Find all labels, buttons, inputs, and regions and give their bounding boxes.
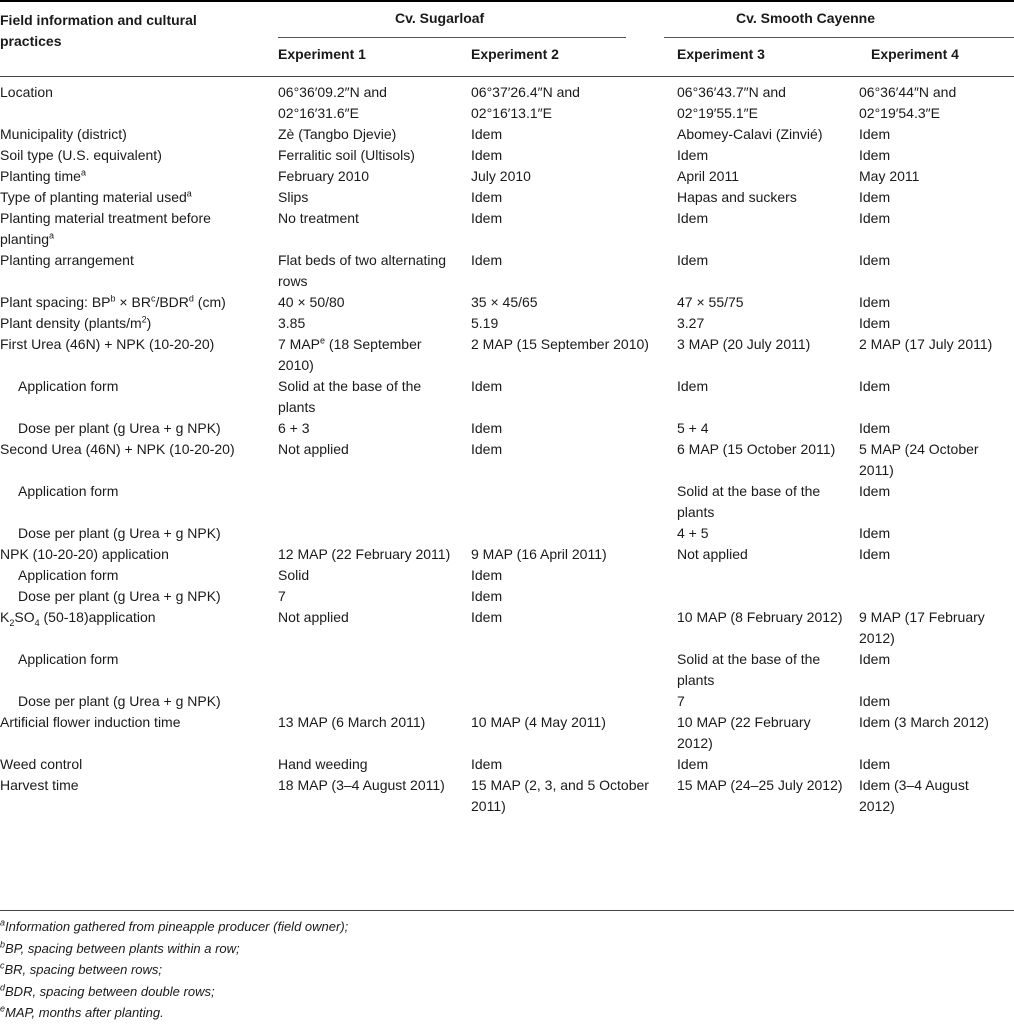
cell-experiment-2: Idem — [471, 441, 503, 457]
cell-experiment-1: Solid — [278, 567, 310, 583]
footnote: $^b$BP, spacing between plants within a row; — [0, 939, 240, 956]
row-label: Application form — [18, 483, 119, 499]
table-row — [0, 586, 1014, 607]
cell-experiment-2: Idem — [471, 147, 503, 163]
table-row — [0, 544, 1014, 565]
cell-experiment-1: 12 MAP (22 February 2011) — [278, 546, 451, 562]
cell-experiment-4: Idem — [859, 252, 891, 268]
cell-experiment-4: Idem — [859, 420, 891, 436]
table-row — [0, 418, 1014, 439]
cell-experiment-4: May 2011 — [859, 168, 920, 184]
row-label: Harvest time — [0, 777, 79, 793]
cell-experiment-3: Idem — [677, 756, 709, 772]
row-label: Soil type (U.S. equivalent) — [0, 147, 162, 163]
table-row — [0, 208, 1014, 250]
cell-experiment-4: Idem — [859, 315, 891, 331]
row-label: Dose per plant (g Urea + g NPK) — [18, 420, 221, 436]
cell-experiment-4: Idem — [859, 126, 891, 142]
bottom-rule — [0, 910, 1014, 911]
cell-experiment-4: 5 MAP (24 October 2011) — [859, 441, 979, 478]
experiment-4-header: Experiment 4 — [871, 46, 959, 62]
cell-experiment-2: 10 MAP (4 May 2011) — [471, 714, 606, 730]
cell-experiment-1: 18 MAP (3–4 August 2011) — [278, 777, 445, 793]
cell-experiment-3: Solid at the base of the plants — [677, 483, 821, 520]
cell-experiment-2: Idem — [471, 420, 503, 436]
cell-experiment-1: Ferralitic soil (Ultisols) — [278, 147, 415, 163]
cell-experiment-3: Abomey-Calavi (Zinvié) — [677, 126, 823, 142]
row-label: First Urea (46N) + NPK (10-20-20) — [0, 336, 215, 352]
cell-experiment-2: July 2010 — [471, 168, 531, 184]
table-row — [0, 334, 1014, 376]
cell-experiment-3 — [664, 586, 859, 607]
cell-experiment-1: 6 + 3 — [278, 420, 310, 436]
cell-experiment-1: 3.85 — [278, 315, 306, 331]
row-label: Weed control — [0, 756, 83, 772]
cell-experiment-1: Solid at the base of the plants — [278, 378, 422, 415]
table-row — [0, 82, 1014, 124]
group-rule-smooth-cayenne — [664, 37, 1014, 38]
experiment-3-header: Experiment 3 — [677, 46, 765, 62]
row-label: Plant spacing: $BP^b \times BR^c/BDR^d$ (cm) — [0, 293, 226, 310]
cell-experiment-2: Idem — [471, 756, 503, 772]
cell-experiment-1: February 2010 — [278, 168, 370, 184]
cell-experiment-4: 06°36′44″N and 02°19′54.3″E — [859, 84, 957, 121]
cell-experiment-4: Idem — [859, 525, 891, 541]
cell-experiment-2: 06°37′26.4″N and 02°16′13.1″E — [471, 84, 580, 121]
table-row — [0, 166, 1014, 187]
top-rule — [0, 0, 1014, 2]
header-first-col: Field information and cultural practices — [0, 12, 197, 49]
cell-experiment-2: Idem — [471, 252, 503, 268]
cell-experiment-1 — [278, 523, 471, 544]
cell-experiment-4: 9 MAP (17 February 2012) — [859, 609, 985, 646]
row-label: Planting material treatment before planting$^a$ — [0, 210, 211, 247]
table-row — [0, 649, 1014, 691]
cell-experiment-4: Idem — [859, 546, 891, 562]
row-label: Dose per plant (g Urea + g NPK) — [18, 525, 221, 541]
data-table — [0, 82, 1014, 817]
cell-experiment-1: 7 MAP$^e$ (18 September 2010) — [278, 335, 422, 373]
table-row — [0, 754, 1014, 775]
cell-experiment-2: 9 MAP (16 April 2011) — [471, 546, 607, 562]
cell-experiment-3: 3.27 — [677, 315, 705, 331]
table-row — [0, 565, 1014, 586]
row-label: Location — [0, 84, 53, 100]
cell-experiment-4: Idem — [859, 210, 891, 226]
cell-experiment-3: Solid at the base of the plants — [677, 651, 821, 688]
row-label: Municipality (district) — [0, 126, 127, 142]
cell-experiment-2: Idem — [471, 378, 503, 394]
cell-experiment-1: 06°36′09.2″N and 02°16′31.6″E — [278, 84, 387, 121]
cell-experiment-2: 35 × 45/65 — [471, 294, 538, 310]
cell-experiment-1: Zè (Tangbo Djevie) — [278, 126, 397, 142]
cell-experiment-1: 13 MAP (6 March 2011) — [278, 714, 426, 730]
cell-experiment-3: 10 MAP (22 February 2012) — [677, 714, 811, 751]
cell-experiment-3: Idem — [677, 210, 709, 226]
row-label: Planting arrangement — [0, 252, 134, 268]
table-row — [0, 313, 1014, 334]
cell-experiment-2: Idem — [471, 126, 503, 142]
cell-experiment-4: Idem — [859, 651, 891, 667]
row-label: NPK (10-20-20) application — [0, 546, 169, 562]
cell-experiment-2 — [471, 523, 664, 544]
cell-experiment-3: 47 × 55/75 — [677, 294, 744, 310]
cell-experiment-4: 2 MAP (17 July 2011) — [859, 336, 993, 352]
table-row — [0, 691, 1014, 712]
row-label: Planting time$^a$ — [0, 167, 86, 184]
cell-experiment-1: Slips — [278, 189, 309, 205]
row-label: Application form — [18, 651, 119, 667]
table-row — [0, 439, 1014, 481]
group-header-smooth-cayenne: Cv. Smooth Cayenne — [736, 10, 875, 26]
experiment-2-header: Experiment 2 — [471, 46, 559, 62]
row-label: Second Urea (46N) + NPK (10-20-20) — [0, 441, 235, 457]
cell-experiment-3: 15 MAP (24–25 July 2012) — [677, 777, 843, 793]
cell-experiment-1: 40 × 50/80 — [278, 294, 345, 310]
cell-experiment-2: Idem — [471, 588, 503, 604]
cell-experiment-3: 5 + 4 — [677, 420, 709, 436]
cell-experiment-4: Idem — [859, 189, 891, 205]
row-label: Plant density $(plants/m^2)$ — [0, 314, 152, 331]
cell-experiment-3: Not applied — [677, 546, 748, 562]
table-row — [0, 187, 1014, 208]
cell-experiment-2: Idem — [471, 189, 503, 205]
table-row — [0, 292, 1014, 313]
cell-experiment-4: Idem — [859, 693, 891, 709]
cell-experiment-3: Hapas and suckers — [677, 189, 797, 205]
cell-experiment-3: 06°36′43.7″N and 02°19′55.1″E — [677, 84, 786, 121]
cell-experiment-3: 3 MAP (20 July 2011) — [677, 336, 811, 352]
cell-experiment-1: Not applied — [278, 609, 349, 625]
table-row — [0, 775, 1014, 817]
group-header-sugarloaf: Cv. Sugarloaf — [395, 10, 485, 26]
cell-experiment-4 — [859, 565, 1014, 586]
table-row — [0, 250, 1014, 292]
cell-experiment-3: Idem — [677, 147, 709, 163]
cell-experiment-1: Not applied — [278, 441, 349, 457]
cell-experiment-4: Idem — [859, 147, 891, 163]
footnote: $^c$BR, spacing between rows; — [0, 960, 163, 977]
experiment-1-header: Experiment 1 — [278, 46, 366, 62]
cell-experiment-2 — [471, 481, 664, 523]
cell-experiment-2 — [471, 691, 664, 712]
cell-experiment-2: 15 MAP (2, 3, and 5 October 2011) — [471, 777, 649, 814]
cell-experiment-3: Idem — [677, 252, 709, 268]
cell-experiment-2: 2 MAP (15 September 2010) — [471, 336, 649, 352]
row-label: Dose per plant (g Urea + g NPK) — [18, 588, 221, 604]
cell-experiment-3: April 2011 — [677, 168, 740, 184]
table-row — [0, 607, 1014, 649]
table-row — [0, 712, 1014, 754]
cell-experiment-2: 5.19 — [471, 315, 499, 331]
cell-experiment-4: Idem (3 March 2012) — [859, 714, 989, 730]
cell-experiment-4: Idem (3–4 August 2012) — [859, 777, 969, 814]
cell-experiment-3: 7 — [677, 693, 685, 709]
cell-experiment-1 — [278, 481, 471, 523]
cell-experiment-1 — [278, 691, 471, 712]
footnote: $^a$Information gathered from pineapple producer (field owner); — [0, 917, 349, 934]
header-rule — [0, 76, 1014, 77]
cell-experiment-2 — [471, 649, 664, 691]
table-row — [0, 523, 1014, 544]
footnote: $^d$BDR, spacing between double rows; — [0, 982, 215, 999]
row-label: Application form — [18, 378, 119, 394]
cell-experiment-4: Idem — [859, 294, 891, 310]
footnotes — [0, 916, 348, 1024]
row-label: Dose per plant (g Urea + g NPK) — [18, 693, 221, 709]
table-row — [0, 376, 1014, 418]
cell-experiment-4: Idem — [859, 483, 891, 499]
table-row — [0, 481, 1014, 523]
cell-experiment-3 — [664, 565, 859, 586]
table-row — [0, 124, 1014, 145]
table-row — [0, 145, 1014, 166]
footnote: $^e$MAP, months after planting. — [0, 1003, 164, 1020]
cell-experiment-3: Idem — [677, 378, 709, 394]
row-label: Type of planting material used$^a$ — [0, 188, 192, 205]
cell-experiment-1: Flat beds of two alternating rows — [278, 252, 447, 289]
cell-experiment-1: No treatment — [278, 210, 359, 226]
cell-experiment-3: 4 + 5 — [677, 525, 709, 541]
cell-experiment-2: Idem — [471, 210, 503, 226]
group-rule-sugarloaf — [278, 37, 626, 38]
row-label: $K_2SO_4$ (50-18)application — [0, 609, 156, 628]
cell-experiment-1 — [278, 649, 471, 691]
row-label: Artificial flower induction time — [0, 714, 181, 730]
cell-experiment-3: 6 MAP (15 October 2011) — [677, 441, 836, 457]
cell-experiment-3: 10 MAP (8 February 2012) — [677, 609, 843, 625]
cell-experiment-4 — [859, 586, 1014, 607]
row-label: Application form — [18, 567, 119, 583]
cell-experiment-4: Idem — [859, 756, 891, 772]
cell-experiment-2: Idem — [471, 609, 503, 625]
cell-experiment-1: Hand weeding — [278, 756, 368, 772]
cell-experiment-1: 7 — [278, 588, 286, 604]
cell-experiment-2: Idem — [471, 567, 503, 583]
cell-experiment-4: Idem — [859, 378, 891, 394]
